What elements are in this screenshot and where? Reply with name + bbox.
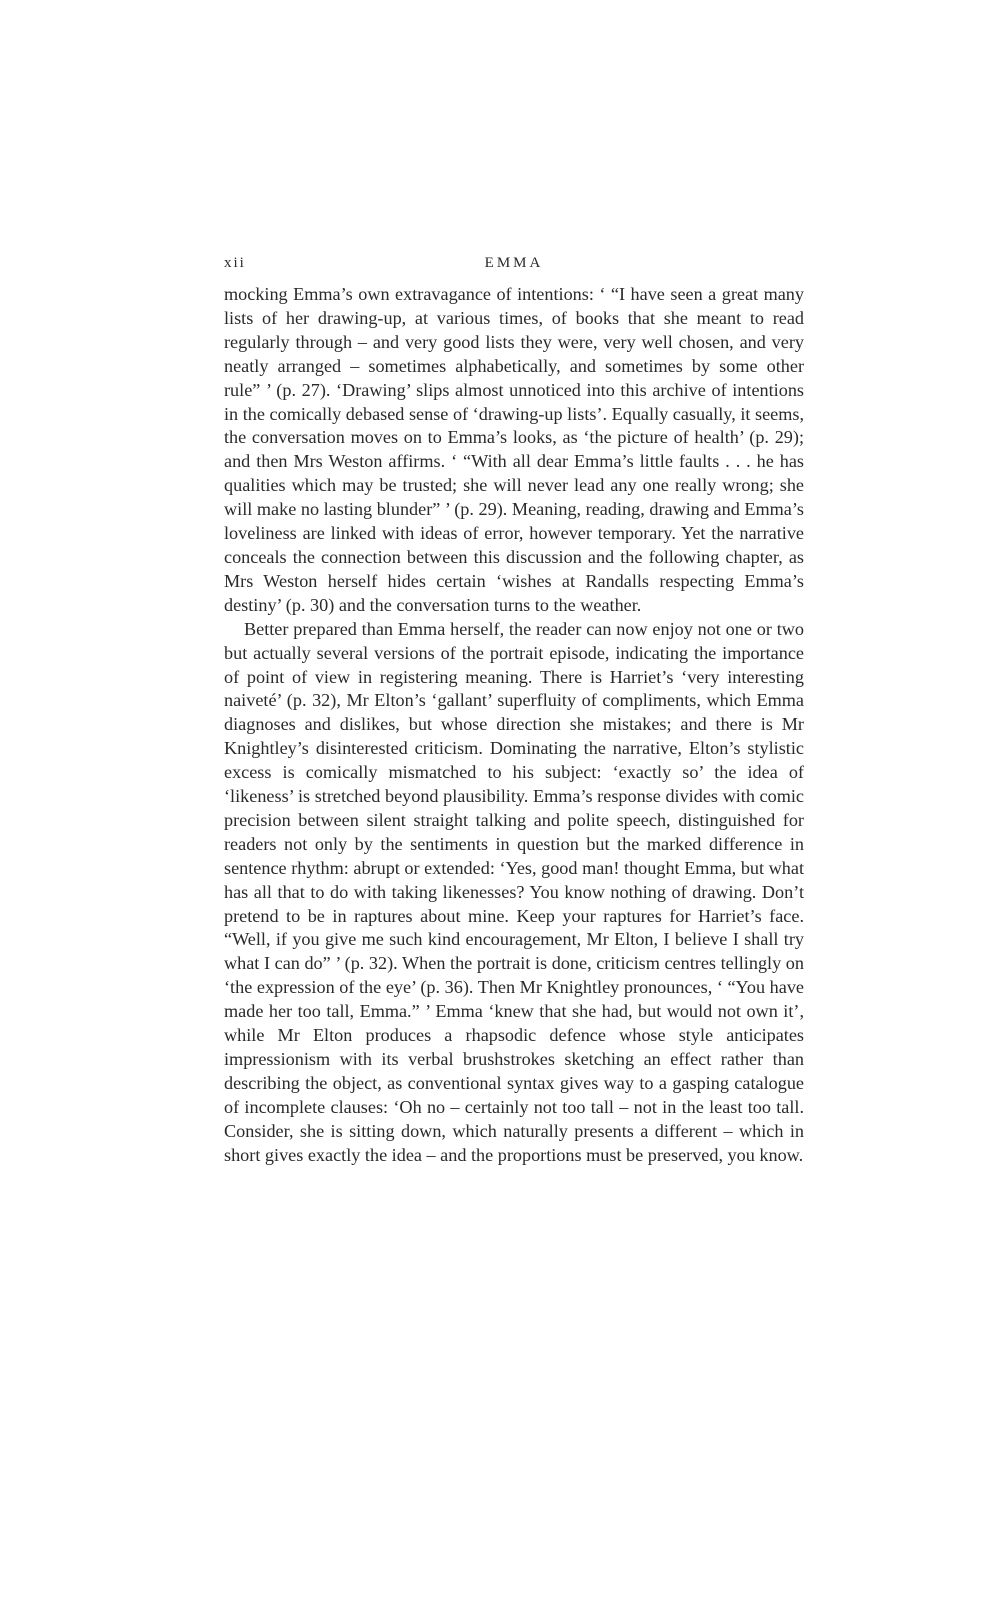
page-number: xii (224, 255, 246, 271)
running-head (224, 255, 804, 283)
paragraph-2: Better prepared than Emma herself, the reader can now enjoy not one or two but actually several versions of the portrait episode, indicating the importance of point of view in registering meaning. There is Harriet’s ‘very interesting naiveté’ (p. 32), Mr Elton’s ‘gallant’ superfluity of compliments, which Emma diagnoses and dislikes, but whose direction she mistakes; and there is Mr Knightley’s disinterested criticism. Dominating the narrative, Elton’s stylistic excess is comically mismatched to his subject: ‘exactly so’ the idea of ‘likeness’ is stretched beyond plausibility. Emma’s response divides with comic precision between silent straight talking and polite speech, distinguished for readers not only by the sentiments in question but the marked difference in sentence rhythm: abrupt or extended: ‘Yes, good man! thought Emma, but what has all that to do with taking likenesses? You know nothing of drawing. Don’t pretend to be in raptures about mine. Keep your raptures for Harriet’s face. “Well, if you give me such kind encouragement, Mr Elton, I believe I shall try what I can do” ’ (p. 32). When the portrait is done, criticism centres tellingly on ‘the expression of the eye’ (p. 36). Then Mr Knightley pronounces, ‘ “You have made her too tall, Emma.” ’ Emma ‘knew that she had, but would not own it’, while Mr Elton produces a rhapsodic defence whose style anticipates impressionism with its verbal brushstrokes sketching an effect rather than describing the object, as conventional syntax gives way to a gasping catalogue of incomplete clauses: ‘Oh no – certainly not too tall – not in the least too tall. Consider, she is sitting down, which naturally presents a different – which in short gives exactly the idea – and the proportions must be preserved, you know. (224, 618, 804, 1165)
body-text (224, 283, 804, 1168)
paragraph-1: mocking Emma’s own extravagance of intentions: ‘ “I have seen a great many lists of her drawing-up, at various times, of books that she meant to read regularly through – and very good lists they were, very well chosen, and very neatly arranged – sometimes alphabetically, and sometimes by some other rule” ’ (p. 27). ‘Drawing’ slips almost unnoticed into this archive of intentions in the comically debased sense of ‘drawing-up lists’. Equally casually, it seems, the conversation moves on to Emma’s looks, as ‘the picture of health’ (p. 29); and then Mrs Weston affirms. ‘ “With all dear Emma’s little faults . . . he has qualities which may be trusted; she will never lead any one really wrong; she will make no lasting blunder” ’ (p. 29). Meaning, reading, drawing and Emma’s loveliness are linked with ideas of error, however temporary. Yet the narrative conceals the connection between this discussion and the following chapter, as Mrs Weston herself hides certain ‘wishes at Randalls respecting Emma’s destiny’ (p. 30) and the conversation turns to the weather. (224, 284, 804, 615)
running-title: EMMA (484, 255, 544, 271)
book-page (224, 255, 804, 1168)
